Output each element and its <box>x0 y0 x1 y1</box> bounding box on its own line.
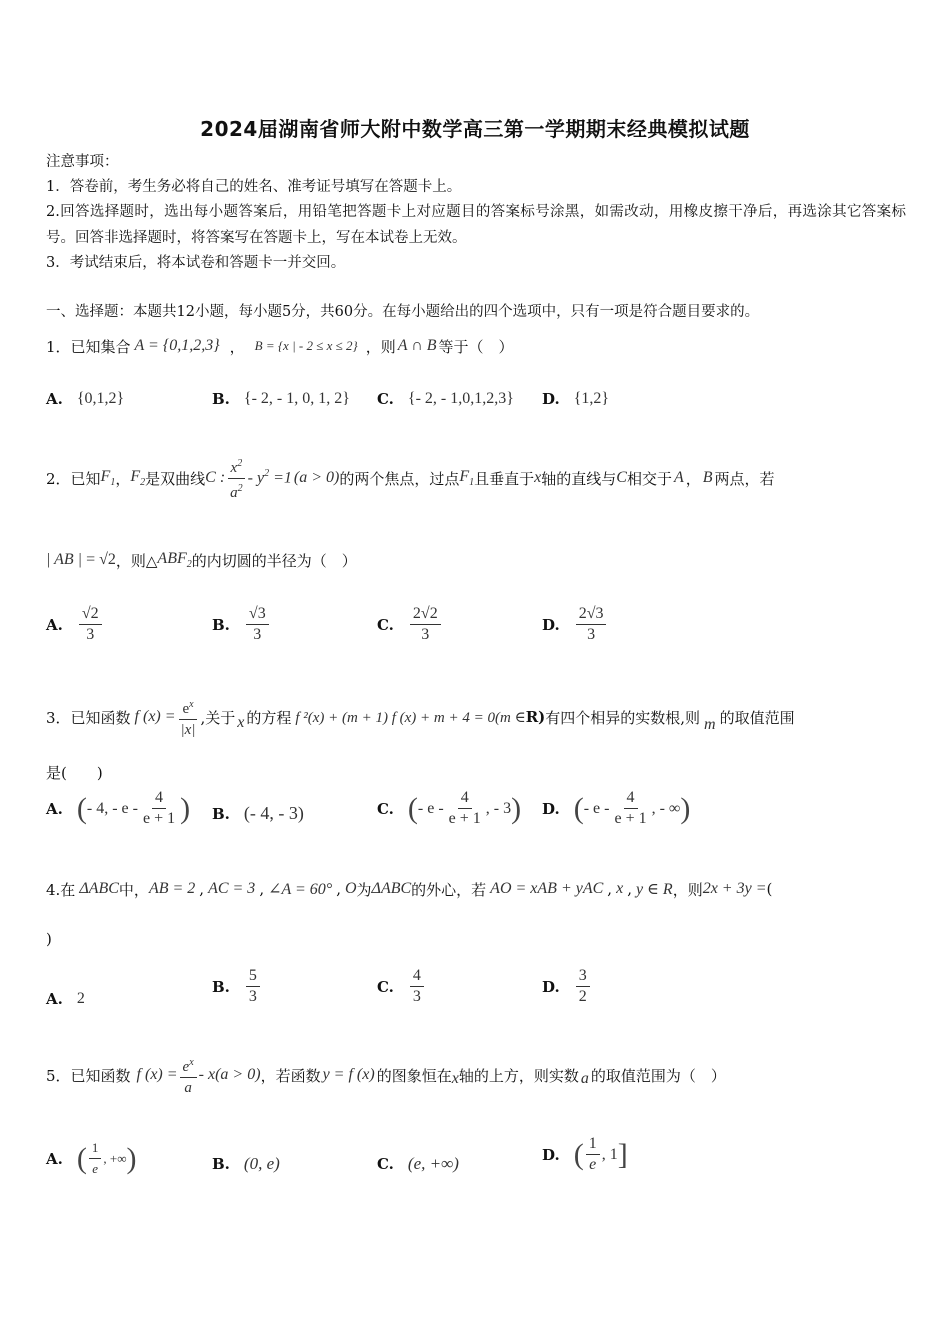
q5-text: 的取值范围为（ ） <box>590 1066 726 1085</box>
q2-text: 轴的直线与 <box>541 469 617 488</box>
q2-text: 是双曲线 <box>145 469 206 488</box>
q1-expr: A ∩ B <box>397 337 437 354</box>
q4-text: 中， <box>118 880 149 899</box>
option-label: C. <box>377 390 394 408</box>
q4-option-a[interactable] <box>46 990 85 1008</box>
q4-angle: ∠A = 60° <box>268 881 333 898</box>
option-value: {0,1,2} <box>76 390 125 407</box>
q2-abs: | AB | <box>46 551 83 568</box>
option-fraction: $\frac{4}{e + 1}$ <box>614 789 647 827</box>
question-2-cont <box>46 544 906 576</box>
q1-sep: ， <box>229 337 245 356</box>
q4-triangle: ΔABC <box>79 880 119 897</box>
q3-option-a[interactable]: A. ( - 4, - e - $\frac{4}{e + 1}$ ) <box>46 789 191 827</box>
q2-text: ，则△ <box>115 551 158 570</box>
q3-m-var: m <box>704 716 716 733</box>
option-value: {1,2} <box>573 390 610 407</box>
q2-text: ， <box>685 469 701 488</box>
q4-cond: y ∈ R <box>635 881 673 898</box>
q2-curve: C : <box>205 469 226 486</box>
q3-equation: f ²(x) + (m + 1) f (x) + m + 4 = 0(m ∈ <box>295 709 526 726</box>
q5-option-c[interactable] <box>377 1154 459 1174</box>
q2-triangle: $ABF_2$ <box>157 549 192 571</box>
q2-focus-f2: $F_2$ <box>130 467 146 489</box>
q1-text: ，则 <box>365 337 396 356</box>
option-value: , 1 <box>601 1145 618 1163</box>
q2-a-var: A <box>673 469 684 486</box>
notes-heading: 注意事项： <box>46 154 119 170</box>
option-fraction: $\frac{1}{e}$ <box>89 1138 102 1179</box>
q4-text: ) <box>46 930 52 948</box>
q3-fx: f (x) = <box>134 708 176 725</box>
q1-option-b[interactable] <box>212 390 350 408</box>
q5-option-d[interactable]: D. ( $\frac{1}{e}$ , 1 ] <box>542 1135 628 1173</box>
option-label: C. <box>377 615 394 634</box>
q1-option-d[interactable] <box>542 390 609 408</box>
option-fraction: $\frac{1}{e}$ <box>586 1134 600 1175</box>
q2-text: 2．已知 <box>46 469 101 488</box>
option-fraction: $\frac{3}{2}$ <box>576 966 590 1007</box>
q4-option-b[interactable] <box>212 966 262 1007</box>
option-label: A. <box>46 390 63 408</box>
q2-option-c[interactable] <box>377 604 443 645</box>
option-label: A. <box>46 990 63 1008</box>
q2-b-var: B <box>702 469 713 486</box>
q2-eq: = √2 <box>86 551 116 568</box>
q1-set-a: A = {0,1,2,3} <box>134 337 220 354</box>
q4-triangle: ΔABC <box>371 880 412 897</box>
section-heading: 一、选择题：本题共12小题，每小题5分，共60分。在每小题给出的四个选项中，只有一项是符合题目要求的。 <box>46 304 760 320</box>
q5-text: ，若函数 <box>260 1066 321 1085</box>
q3-option-b[interactable] <box>212 803 304 824</box>
option-label: B. <box>212 1155 230 1173</box>
q2-fraction: $\frac{x^2}{a^2}$ <box>227 454 246 503</box>
question-1 <box>46 331 906 361</box>
q2-x-var: x <box>534 469 542 486</box>
q5-yfx: y = f (x) <box>322 1066 375 1083</box>
option-value: (- 4, - 3) <box>243 803 304 823</box>
q5-text: 5．已知函数 <box>46 1066 131 1085</box>
q4-ab: AB = 2 <box>148 880 196 897</box>
option-fraction: $\frac{2√3}{3}$ <box>576 604 607 645</box>
q5-tail: - x(a > 0) <box>198 1066 261 1083</box>
q2-text: 的两个焦点，过点 <box>339 469 460 488</box>
option-label: D. <box>542 1145 560 1164</box>
q4-x-var: x <box>616 880 624 897</box>
q4-text: 的外心，若 <box>411 880 487 899</box>
q3-x-var: x <box>237 714 245 731</box>
q3-text: 的取值范围 <box>719 708 795 727</box>
q4-text: 为 <box>356 880 372 899</box>
q1-text: 等于（ ） <box>438 337 514 356</box>
q2-option-d[interactable] <box>542 604 608 645</box>
option-value: 2 <box>76 990 85 1007</box>
option-fraction: $\frac{4}{3}$ <box>410 966 424 1007</box>
option-fraction: $\frac{√2}{3}$ <box>79 604 102 645</box>
option-label: D. <box>542 799 560 818</box>
q3-option-c[interactable]: C. ( - e - $\frac{4}{e + 1}$ , - 3 ) <box>377 789 522 827</box>
note-item: 2.回答选择题时，选出每小题答案后，用铅笔把答题卡上对应题目的答案标号涂黑，如需改动，用橡皮擦干净后，再选涂其它答案标号。回答非选择题时，将答案写在答题卡上，写在本试卷上无效。 <box>46 204 906 246</box>
q5-a-var: a <box>580 1070 589 1087</box>
q2-condition: (a > 0) <box>293 469 340 486</box>
option-fraction: $\frac{4}{e + 1}$ <box>448 789 481 827</box>
q1-option-c[interactable] <box>377 390 514 408</box>
q2-c-var: C <box>616 469 627 486</box>
option-value: - e - <box>583 799 610 817</box>
q4-text: ( <box>766 880 773 898</box>
q2-y-term: - $y^2 =1$ <box>247 468 292 487</box>
question-2 <box>46 448 906 508</box>
note-item: 1．答卷前，考生务必将自己的姓名、准考证号填写在答题卡上。 <box>46 179 462 195</box>
option-value: - 4, - e - <box>86 799 138 817</box>
q2-text: 相交于 <box>626 469 672 488</box>
q4-option-c[interactable] <box>377 966 426 1007</box>
question-3 <box>46 690 906 744</box>
q2-focus-f1: $F_1$ <box>100 467 116 489</box>
page-title: 2024届湖南省师大附中数学高三第一学期期末经典模拟试题 <box>200 117 750 141</box>
q2-option-a[interactable] <box>46 604 104 645</box>
q2-option-b[interactable] <box>212 604 271 645</box>
q1-text: 1．已知集合 <box>46 337 131 356</box>
q4-ac: AC = 3 <box>208 880 256 897</box>
q3-text: ,关于 <box>200 708 236 727</box>
option-value: , - 3 <box>485 799 512 817</box>
q2-text: 且垂直于 <box>474 469 535 488</box>
option-label: A. <box>46 615 63 634</box>
q2-text: 的内切圆的半径为（ ） <box>191 551 357 570</box>
question-4: 4.在 ΔABC 中， AB = 2 , AC = 3 , ∠A = 60° , O 为 ΔABC 的外心，若 AO = xAB + yAC , x , y ∈ R ，则 2x + 3y = ( <box>46 880 773 899</box>
q4-text: ，则 <box>672 880 703 899</box>
option-fraction: $\frac{2√2}{3}$ <box>410 604 441 645</box>
q2-text: ， <box>115 469 131 488</box>
q1-option-a[interactable] <box>46 390 124 408</box>
option-value: , - ∞ <box>651 799 681 817</box>
option-label: B. <box>212 615 230 634</box>
q3-r: R) <box>525 708 546 726</box>
option-label: D. <box>542 390 560 408</box>
option-label: C. <box>377 977 394 996</box>
q4-text: 4.在 <box>46 880 76 899</box>
option-fraction: $\frac{4}{e + 1}$ <box>142 789 176 827</box>
q4-expr: 2x + 3y = <box>702 880 767 897</box>
option-label: D. <box>542 615 560 634</box>
option-fraction: $\frac{5}{3}$ <box>246 966 260 1007</box>
option-value: {- 2, - 1,0,1,2,3} <box>407 390 514 407</box>
q5-text: 的图象恒在 <box>376 1066 452 1085</box>
option-value: (e, +∞) <box>407 1154 459 1173</box>
q4-o-var: O <box>344 880 357 897</box>
option-value: (0, e) <box>243 1154 280 1173</box>
option-value: - e - <box>417 799 444 817</box>
q3-text: 有四个相异的实数根,则 <box>545 708 701 727</box>
q4-option-d[interactable] <box>542 966 592 1007</box>
q5-x-var: x <box>451 1070 459 1087</box>
q2-text: 两点，若 <box>714 469 775 488</box>
option-label: B. <box>212 804 230 823</box>
q3-fraction: $\frac{e^x}{|x|}$ <box>178 695 199 740</box>
option-label: A. <box>46 1149 63 1168</box>
option-label: B. <box>212 390 230 408</box>
option-label: A. <box>46 799 63 818</box>
q3-option-d[interactable]: D. ( - e - $\frac{4}{e + 1}$ , - ∞ ) <box>542 789 691 827</box>
q1-set-b: B = {x | - 2 ≤ x ≤ 2} <box>254 338 358 353</box>
q5-option-b[interactable] <box>212 1154 280 1174</box>
q5-option-a[interactable]: A. ( $\frac{1}{e}$ , +∞ ) <box>46 1138 136 1179</box>
q3-text: 3．已知函数 <box>46 708 131 727</box>
option-value: , +∞ <box>103 1150 127 1166</box>
q5-text: 轴的上方，则实数 <box>458 1066 579 1085</box>
option-label: C. <box>377 1155 394 1173</box>
option-value: {- 2, - 1, 0, 1, 2} <box>243 390 350 407</box>
q4-vector: AO = xAB + yAC <box>490 880 604 897</box>
q3-text: 是( ) <box>46 764 103 782</box>
question-5 <box>46 1050 906 1100</box>
option-label: C. <box>377 799 394 818</box>
q3-text: 的方程 <box>246 708 292 727</box>
option-fraction: $\frac{√3}{3}$ <box>246 604 269 645</box>
q5-fraction: $\frac{e^x}{a}$ <box>180 1053 197 1098</box>
option-label: B. <box>212 977 230 996</box>
option-label: D. <box>542 977 560 996</box>
q2-focus-f1: $F_1$ <box>459 467 475 489</box>
note-item: 3．考试结束后，将本试卷和答题卡一并交回。 <box>46 255 346 271</box>
q5-fx: f (x) = <box>136 1066 178 1083</box>
